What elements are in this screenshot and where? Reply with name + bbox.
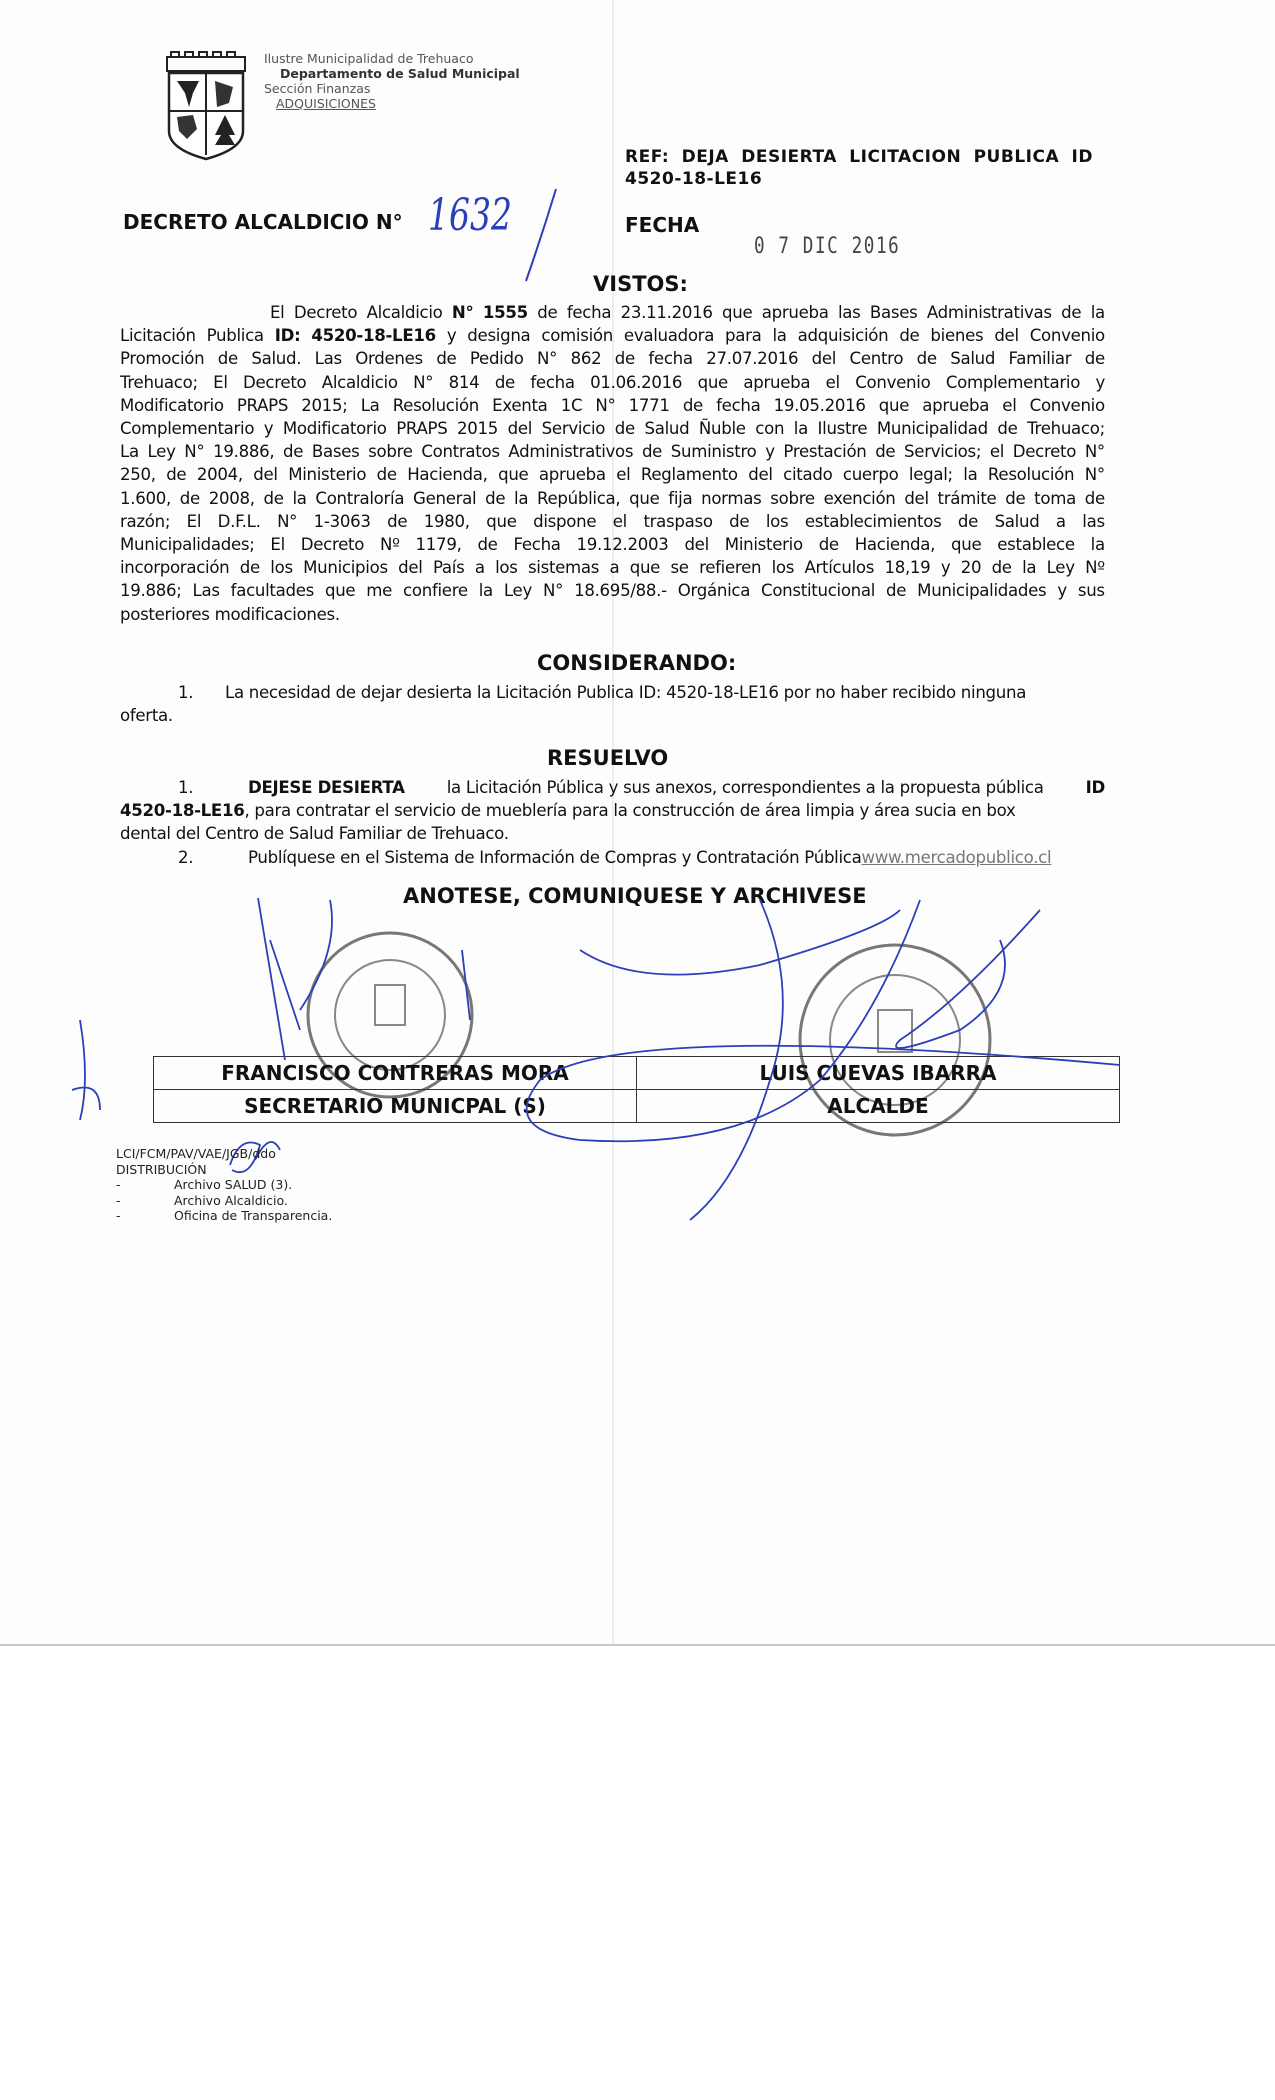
fecha-label: FECHA [625,213,700,237]
vistos-word: y [940,558,951,578]
vistos-word: Salud [644,419,690,439]
vistos-word: del [398,558,423,578]
vistos-word: el [1002,395,1017,415]
vistos-word: Ley [503,581,532,601]
vistos-word: Contraloría [315,488,405,508]
vistos-word: facultades [230,581,314,601]
vistos-word: D.F.L. [217,511,261,531]
vistos-word: que [498,465,529,485]
item-text: la Licitación Pública y sus anexos, correspondientes a la propuesta pública [446,778,1044,797]
vistos-word: comisión [541,326,613,346]
vistos-word: Decreto [243,372,307,392]
vistos-word: establecimientos [804,511,942,531]
vistos-word: la [1090,303,1105,322]
item-number: 2. [178,847,194,867]
vistos-line [120,301,1105,324]
vistos-word: incorporación [120,558,230,578]
distribution-label: DISTRIBUCIÓN [116,1161,207,1177]
vistos-word: de [886,581,907,601]
vistos-word: del [748,465,773,485]
vistos-word: Salud [950,349,996,369]
vistos-word: aprueba [743,372,811,392]
vistos-word: que [951,535,982,555]
vistos-word: fecha [648,349,693,369]
vistos-word: que [697,372,728,392]
vistos-word: Orgánica [677,581,751,601]
vistos-word: Las [314,349,342,369]
vistos-word: de [537,303,558,322]
vistos-word: normas [701,488,762,508]
vistos-word: la [292,488,307,508]
distribution-item-text: Archivo SALUD (3). [174,1177,293,1192]
vistos-line [120,487,1105,510]
resuelvo-heading: RESUELVO [547,746,669,770]
vistos-word: Alcaldicio [321,372,398,392]
vistos-word: me [366,581,393,601]
vistos-word: Decreto [300,535,365,555]
vistos-word: de [283,442,304,462]
vistos-line [120,556,1105,579]
distribution-item-text: Oficina de Transparencia. [174,1208,333,1223]
vistos-word: Decreto [293,303,358,322]
vistos-word: 862 [570,349,602,369]
vistos-word: de [387,511,408,531]
reference-line-1: REF: DEJA DESIERTA LICITACION PUBLICA ID [625,147,1093,167]
vistos-word: de [614,419,635,439]
vistos-word: aprueba [761,303,829,322]
vistos-word: la [963,465,978,485]
vistos-word: del [994,326,1019,346]
vistos-word: que [486,511,517,531]
vistos-word: confiere [403,581,468,601]
vistos-word: 23.11.2016 [620,303,713,322]
vistos-word: de [682,395,703,415]
vistos-word: y [446,326,457,346]
vistos-word: de [239,558,260,578]
vistos-word: 19.05.2016 [773,395,866,415]
vistos-word: Municipalidades; [120,535,255,555]
vistos-word: Ministerio [288,465,367,485]
letterhead [264,51,520,111]
letterhead-municipality: Ilustre Municipalidad de Trehuaco [264,51,474,66]
vistos-word: de [485,488,506,508]
vistos-word: refieren [699,558,762,578]
distribution-item [116,1208,332,1224]
vistos-word: Nº [380,535,400,555]
vistos-word: de [1005,488,1026,508]
secretary-name: FRANCISCO CONTRERAS MORA [154,1057,637,1090]
vistos-word: Modificatorio [120,395,224,415]
vistos-word: del [811,349,837,369]
mercadopublico-link[interactable]: www.mercadopublico.cl [861,847,1052,867]
vistos-bold-word: ID: [274,326,301,346]
vistos-bold-word: 4520-18-LE16 [311,326,436,346]
vistos-word: Centro [849,349,904,369]
vistos-word: El [213,372,228,392]
vistos-word: Ñuble [698,419,746,439]
vistos-word: evaluadora [623,326,715,346]
vistos-word: sobre [770,488,815,508]
vistos-word: Familiar [1008,349,1072,369]
item-text-continued: oferta. [120,706,173,726]
vistos-word: Administrativos [508,442,634,462]
vistos-word: Convenio [1029,326,1105,346]
vistos-word: General [413,488,477,508]
vistos-word: las [838,303,861,322]
vistos-word: 27.07.2016 [706,349,799,369]
vistos-word: 1771 [628,395,670,415]
date-stamp: 0 7 DIC 2016 [754,234,901,259]
vistos-word: que [878,395,910,415]
vistos-word: sistemas [527,558,600,578]
resuelvo-item-1-line-3: dental del Centro de Salud Familiar de Trehuaco. [120,824,509,844]
vistos-word: El [270,535,285,555]
vistos-word: de [1084,488,1105,508]
vistos-word: Hacienda, [407,465,488,485]
vistos-word: 1179, [415,535,462,555]
vistos-line [120,510,1105,533]
vistos-word: Salud [994,511,1040,531]
vistos-word: de [1084,349,1105,369]
vistos-word: Municipalidad [876,419,988,439]
vistos-word: N° [413,372,434,392]
vistos-word: los [765,511,789,531]
vistos-word: Decreto [1012,442,1077,462]
vistos-word: Constitucional [761,581,876,601]
vistos-word: fecha [566,303,612,322]
decree-label: DECRETO ALCALDICIO N° [123,210,403,234]
vistos-word: de [614,349,635,369]
vistos-bold-word: 1555 [482,303,528,322]
vistos-word: 2015; [301,395,348,415]
vistos-word: Resolución [392,395,480,415]
resuelvo-item-2 [120,846,1105,869]
vistos-word: El [270,303,285,322]
vistos-word: Contratos [421,442,500,462]
vistos-word: el [612,511,627,531]
vistos-word: Nº [1085,558,1105,578]
vistos-word: N° [595,395,616,415]
vistos-word: la [514,488,529,508]
vistos-word: aprueba [922,395,990,415]
vistos-word: Ilustre [817,419,868,439]
vistos-word: el [616,465,631,485]
vistos-word: Fecha [513,535,561,555]
vistos-word: exención [823,488,896,508]
vistos-word: 2004, [196,465,243,485]
vistos-line [120,417,1105,440]
vistos-word: 18,19 [884,558,931,578]
vistos-heading: VISTOS: [593,272,688,296]
vistos-word: los [495,558,518,578]
vistos-word: sobre [368,442,413,462]
vistos-word: 19.886, [213,442,275,462]
vistos-word: cuerpo [842,465,899,485]
vistos-word: del [684,535,709,555]
vistos-word: Ley [147,442,176,462]
vistos-word: 01.06.2016 [590,372,683,392]
closing-formula: ANOTESE, COMUNIQUESE Y ARCHIVESE [403,884,867,908]
vistos-word: la [772,326,787,346]
vistos-word: Modificatorio [282,419,387,439]
vistos-word: legal; [908,465,953,485]
vistos-word: Ministerio [724,535,803,555]
vistos-word: PRAPS [396,419,448,439]
vistos-word: 18.695/88.- [574,581,667,601]
vistos-line [120,324,1105,347]
vistos-word: Complementario [120,419,255,439]
vistos-word: fecha [530,372,575,392]
distribution-item [116,1177,332,1193]
vistos-word: dispone [533,511,597,531]
vistos-word: 1-3063 [313,511,371,531]
vistos-word: Municipalidades [917,581,1047,601]
vistos-word: citado [783,465,833,485]
vistos-word: de [477,535,498,555]
vistos-word: de [916,349,937,369]
vistos-bold-word: N° [451,303,474,322]
vistos-word: Promoción [120,349,205,369]
vistos-word: Licitación [120,326,196,346]
vistos-word: establece [997,535,1075,555]
vistos-word: de [641,442,663,462]
vistos-word: del [507,419,533,439]
vistos-word: aprueba [538,465,606,485]
vistos-word: Artículos [804,558,875,578]
vistos-word: de [957,511,979,531]
vistos-word: que [629,558,661,578]
vistos-word: de [991,558,1012,578]
reference-initials: LCI/FCM/PAV/VAE/JGB/ddo [116,1146,276,1161]
vistos-word: de [494,372,515,392]
vistos-word: 250, [120,465,156,485]
vistos-word: La [120,442,139,462]
vistos-word: Resolución [987,465,1075,485]
bullet: - [116,1208,121,1223]
vistos-word: la [1022,558,1037,578]
vistos-line [120,603,1105,626]
vistos-word: de [376,465,397,485]
vistos-word: Pedido [469,349,524,369]
vistos-word: y [263,419,274,439]
vistos-word: del [904,488,929,508]
vistos-word: de [997,419,1018,439]
vistos-word: 2015 [457,419,499,439]
vistos-word: N° [1084,442,1105,462]
vistos-word: de [179,488,200,508]
item-text: Publíquese en el Sistema de Información de Compras y Contratación Pública [248,847,862,867]
vistos-word: País [432,558,465,578]
vistos-word: 1C [560,395,583,415]
item-bold-text: ID [1085,778,1105,797]
vistos-word: los [270,558,293,578]
item-number: 1. [178,778,194,797]
vistos-word: toma [1034,488,1076,508]
vistos-word: posteriores [120,604,215,624]
vistos-word: Salud. [251,349,302,369]
reference [625,146,1105,190]
vistos-word: la [478,581,493,601]
vistos-word: a [474,558,485,578]
vistos-word: trámite [937,488,997,508]
mayor-title: ALCALDE [637,1090,1120,1123]
vistos-word: Alcaldicio [366,303,443,322]
vistos-word: N° [277,511,298,531]
distribution-block [116,1146,332,1224]
vistos-word: designa [467,326,531,346]
vistos-word: Trehuaco; [120,372,198,392]
vistos-word: PRAPS [236,395,289,415]
vistos-word: 1.600, [120,488,171,508]
vistos-word: Hacienda, [854,535,936,555]
secretary-title: SECRETARIO MUNICPAL (S) [154,1090,637,1123]
vistos-word: El [186,511,202,531]
item-number: 1. [178,683,194,702]
resuelvo-item-1-line-2 [120,799,1105,822]
vistos-word: de [166,465,187,485]
considerando-item-1 [120,681,1105,727]
considerando-heading: CONSIDERANDO: [537,651,737,675]
vistos-word: para [725,326,762,346]
vistos-word: fija [668,488,693,508]
vistos-word: N° [184,442,205,462]
vistos-word: bienes [930,326,984,346]
vistos-line [120,347,1105,370]
vistos-word: de [1061,303,1082,322]
vistos-word: las [1082,511,1105,531]
vistos-word: modificaciones. [214,604,345,624]
vistos-word: adquisición [797,326,889,346]
vistos-word: la [793,419,808,439]
reference-line-2: 4520-18-LE16 [625,169,763,189]
vistos-word: 20 [960,558,982,578]
resuelvo-items [120,776,1105,869]
bullet: - [116,1177,121,1192]
vistos-word: se [670,558,689,578]
vistos-word: Trehuaco; [1027,419,1105,439]
vistos-word: Ordenes [355,349,423,369]
vistos-word: 19.12.2003 [576,535,669,555]
vistos-word: N° [542,581,564,601]
vistos-word: Reglamento [640,465,738,485]
vistos-line [120,579,1105,602]
vistos-word: que [629,488,660,508]
vistos-word: de [263,488,284,508]
letterhead-department: Departamento de Salud Municipal [280,66,520,81]
vistos-word: Ley [1046,558,1075,578]
vistos-word: de [436,349,457,369]
vistos-word: de [875,442,896,462]
distribution-item [116,1193,332,1209]
mayor-name: LUIS CUEVAS IBARRA [637,1057,1120,1090]
municipal-coat-of-arms-logo [163,51,249,163]
item-bold-text: 4520-18-LE16 [120,801,245,821]
vistos-word: a [1055,511,1066,531]
resuelvo-item-1 [120,776,1105,799]
vistos-word: de [729,511,750,531]
vistos-word: a [609,558,620,578]
item-text: , para contratar el servicio de mueblería para la construcción de área limpia y área sucia en box [244,801,1016,821]
vistos-word: Bases [869,303,918,322]
vistos-line [120,440,1105,463]
vistos-word: N° [537,349,558,369]
vistos-word: que [722,303,753,322]
vistos-word: que [324,581,356,601]
vistos-word: Convenio [1029,395,1105,415]
vistos-word: Suministro [670,442,757,462]
letterhead-unit: ADQUISICIONES [276,96,376,111]
vistos-word: 1980, [423,511,470,531]
vistos-word: sus [1077,581,1105,601]
vistos-line [120,533,1105,556]
vistos-word: 2008, [208,488,255,508]
vistos-word: traspaso [643,511,713,531]
vistos-word: con [755,419,785,439]
vistos-word: 19.886; [120,581,182,601]
vistos-word: Las [192,581,220,601]
item-text: La necesidad de dejar desierta la Licitación Publica ID: 4520-18-LE16 por no haber recibido ninguna [225,683,1027,702]
vistos-line [120,463,1105,486]
vistos-word: República, [537,488,621,508]
vistos-line [120,394,1105,417]
distribution-item-text: Archivo Alcaldicio. [174,1192,288,1208]
vistos-word: fecha [716,395,761,415]
vistos-word: Administrativas [926,303,1052,322]
bullet: - [116,1192,121,1208]
handwritten-slash-mark [520,185,560,285]
vistos-word: y [765,442,775,462]
vistos-word: del [253,465,278,485]
vistos-word: y [1095,372,1105,392]
vistos-word: Bases [311,442,360,462]
vistos-word: los [771,558,795,578]
vistos-word: 814 [448,372,480,392]
vistos-word: La [360,395,380,415]
vistos-word: el [825,372,840,392]
vistos-word: la [1090,535,1105,555]
vistos-body [120,301,1105,626]
vistos-word: de [818,535,839,555]
vistos-word: el [989,442,1005,462]
vistos-word: Convenio [855,372,931,392]
vistos-word: razón; [120,511,171,531]
vistos-word: de [899,326,920,346]
vistos-word: Municipios [303,558,388,578]
vistos-word: Servicio [541,419,606,439]
vistos-word: y [1057,581,1067,601]
vistos-word: Exenta [492,395,548,415]
vistos-word: de [217,349,238,369]
item-bold-text: DEJESE DESIERTA [248,778,405,797]
vistos-word: Servicios; [904,442,982,462]
decree-number-handwritten: 1632 [428,190,512,241]
vistos-line [120,371,1105,394]
vistos-word: Publica [206,326,264,346]
vistos-word: N° [1084,465,1105,485]
letterhead-section: Sección Finanzas [264,81,371,96]
vistos-word: Complementario [945,372,1081,392]
vistos-word: Prestación [783,442,867,462]
